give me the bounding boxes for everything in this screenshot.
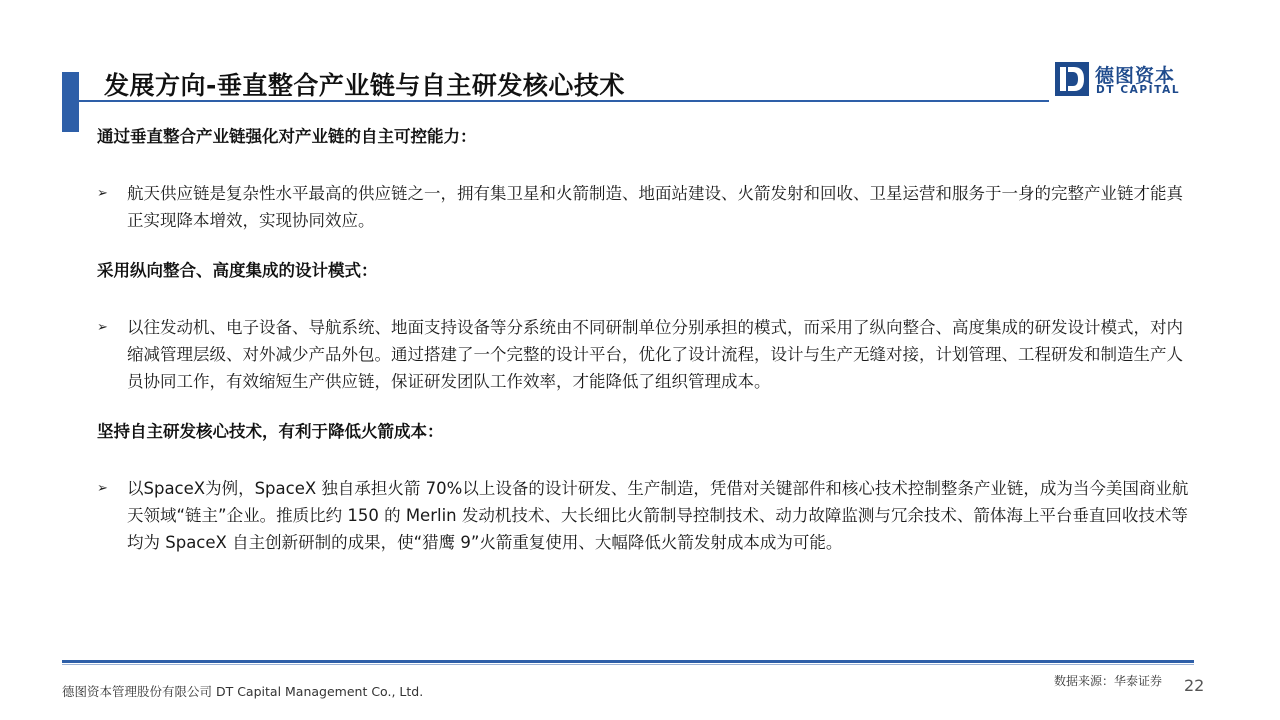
arrow-bullet-icon: ➢ bbox=[97, 186, 108, 201]
bullet-spacex-example bbox=[97, 475, 1192, 556]
logo-english-name: DT CAPITAL bbox=[1096, 84, 1181, 96]
data-source-note: 数据来源：华泰证券 bbox=[1054, 674, 1163, 688]
logo-chinese-name: 德图资本 bbox=[1095, 65, 1176, 87]
bullet-text: 以往发动机、电子设备、导航系统、地面支持设备等分系统由不同研制单位分别承担的模式，而采用了纵向整合、高度集成的研发设计模式，对内缩减管理层级、对外减少产品外包。通过搭建了一个完整的设计平台，优化了设计流程，设计与生产无缝对接，计划管理、工程研发和制造生产人员协同工作，有效缩短生产供应链，保证研发团队工作效率，才能降低了组织管理成本。 bbox=[127, 318, 1183, 391]
title-underline bbox=[79, 100, 1049, 102]
section-heading-core-technology: 坚持自主研发核心技术，有利于降低火箭成本： bbox=[97, 422, 444, 441]
bullet-text: 以SpaceX为例，SpaceX 独自承担火箭 70%以上设备的设计研发、生产制造，凭借对关键部件和核心技术控制整条产业链，成为当今美国商业航天领域“链主”企业。推质比约 150 的 Merlin 发动机技术、大长细比火箭制导控制技术、动力故障监测与冗余技术、箭体海上平台垂直回收技术等均为 SpaceX 自主创新研制的成果，使“猎鹰 9”火箭重复使用、大幅降低火箭发射成本成为可能。 bbox=[127, 479, 1189, 552]
dt-logo-mark-icon bbox=[1055, 62, 1089, 96]
bullet-design-mode bbox=[97, 314, 1192, 395]
section-heading-vertical-integration: 通过垂直整合产业链强化对产业链的自主可控能力： bbox=[97, 127, 477, 146]
footer-divider bbox=[62, 660, 1194, 663]
company-logo bbox=[1055, 60, 1180, 98]
arrow-bullet-icon: ➢ bbox=[97, 481, 108, 496]
title-accent-bar bbox=[62, 72, 79, 132]
page-title: 发展方向-垂直整合产业链与自主研发核心技术 bbox=[104, 71, 625, 100]
page-number: 22 bbox=[1184, 676, 1205, 695]
section-heading-design-mode: 采用纵向整合、高度集成的设计模式： bbox=[97, 261, 378, 280]
bullet-text: 航天供应链是复杂性水平最高的供应链之一，拥有集卫星和火箭制造、地面站建设、火箭发射和回收、卫星运营和服务于一身的完整产业链才能真正实现降本增效，实现协同效应。 bbox=[127, 184, 1183, 230]
bullet-supply-chain bbox=[97, 180, 1192, 234]
footer-divider-thin bbox=[62, 664, 1194, 665]
main-content bbox=[97, 124, 1192, 556]
footer-company-name: 德图资本管理股份有限公司 DT Capital Management Co., Ltd. bbox=[62, 684, 424, 699]
arrow-bullet-icon: ➢ bbox=[97, 320, 108, 335]
